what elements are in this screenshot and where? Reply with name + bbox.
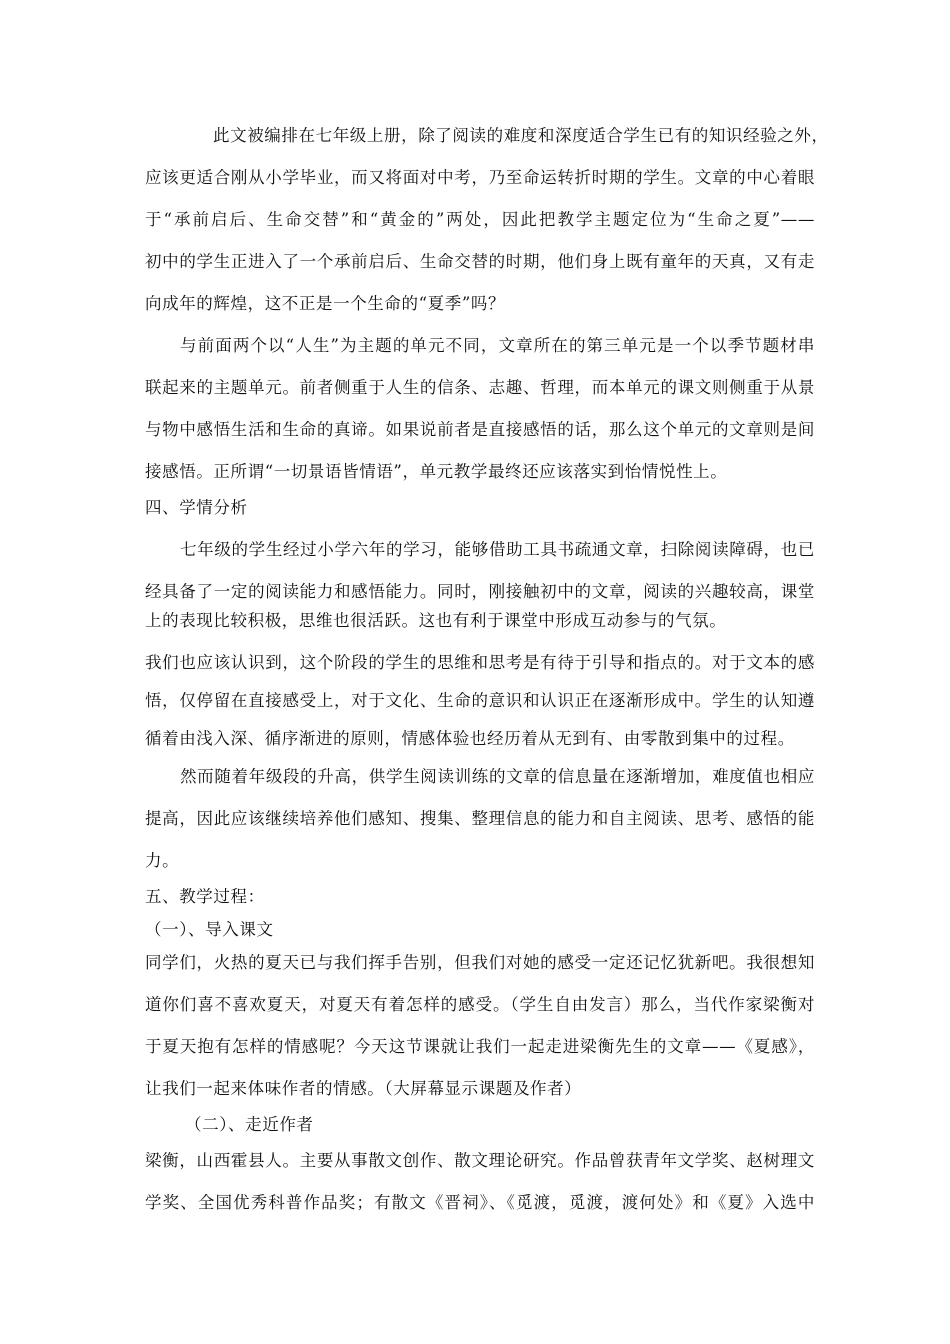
text-line: 同学们，火热的夏天已与我们挥手告别，但我们对她的感受一定还记忆犹新吧。我很想知	[145, 953, 815, 972]
text-line: 然而随着年级段的升高，供学生阅读训练的文章的信息量在逐渐增加，难度值也相应	[180, 767, 815, 786]
text-line: 与前面两个以“人生”为主题的单元不同，文章所在的第三单元是一个以季节题材串	[180, 336, 815, 355]
text-line: 于“承前启后、生命交替”和“黄金的”两处，因此把教学主题定位为“生命之夏”——	[145, 210, 815, 229]
text-line: 与物中感悟生活和生命的真谛。如果说前者是直接感悟的话，那么这个单元的文章则是间	[145, 420, 815, 439]
text-line: 初中的学生正进入了一个承前启后、生命交替的时期，他们身上既有童年的天真，又有走	[145, 252, 815, 271]
text-line: 梁衡，山西霍县人。主要从事散文创作、散文理论研究。作品曾获青年文学奖、赵树理文	[145, 1151, 815, 1170]
text-line: 道你们喜不喜欢夏天，对夏天有着怎样的感受。（学生自由发言）那么，当代作家梁衡对	[145, 995, 815, 1014]
text-line: 应该更适合刚从小学毕业，而又将面对中考，乃至命运转折时期的学生。文章的中心着眼	[145, 168, 815, 187]
subsection-heading: （一）、导入课文	[145, 920, 274, 939]
text-line: 于夏天抱有怎样的情感呢？今天这节课就让我们一起走进梁衡先生的文章——《夏感》，	[145, 1037, 815, 1056]
text-line: 接感悟。正所谓“一切景语皆情语”，单元教学最终还应该落实到怡情悦性上。	[145, 462, 728, 481]
text-line: 经具备了一定的阅读能力和感悟能力。同时，刚接触初中的文章，阅读的兴趣较高，课堂	[145, 582, 815, 601]
text-line: 悟，仅停留在直接感受上，对于文化、生命的意识和认识正在逐渐形成中。学生的认知遵	[145, 691, 815, 710]
section-heading: 五、教学过程：	[145, 887, 265, 906]
text-line: 上的表现比较积极，思维也很活跃。这也有利于课堂中形成互动参与的气氛。	[145, 611, 727, 630]
subsection-heading: （二）、走近作者	[185, 1115, 314, 1134]
text-line: 提高，因此应该继续培养他们感知、搜集、整理信息的能力和自主阅读、思考、感悟的能	[145, 809, 815, 828]
text-line: 向成年的辉煌，这不正是一个生命的“夏季”吗？	[145, 294, 506, 313]
text-line: 学奖、全国优秀科普作品奖；有散文《晋祠》、《觅渡，觅渡，渡何处》和《夏》入选中	[145, 1193, 815, 1212]
text-line: 力。	[145, 851, 180, 870]
text-line: 七年级的学生经过小学六年的学习，能够借助工具书疏通文章，扫除阅读障碍，也已	[180, 540, 815, 559]
text-line: 我们也应该认识到，这个阶段的学生的思维和思考是有待于引导和指点的。对于文本的感	[145, 653, 815, 672]
text-line: 循着由浅入深、循序渐进的原则，情感体验也经历着从无到有、由零散到集中的过程。	[145, 729, 795, 748]
text-line: 让我们一起来体味作者的情感。（大屏幕显示课题及作者）	[145, 1079, 582, 1098]
text-line: 联起来的主题单元。前者侧重于人生的信条、志趣、哲理，而本单元的课文则侧重于从景	[145, 378, 815, 397]
text-line: 此文被编排在七年级上册，除了阅读的难度和深度适合学生已有的知识经验之外，	[213, 126, 829, 145]
section-heading: 四、学情分析	[145, 498, 248, 517]
